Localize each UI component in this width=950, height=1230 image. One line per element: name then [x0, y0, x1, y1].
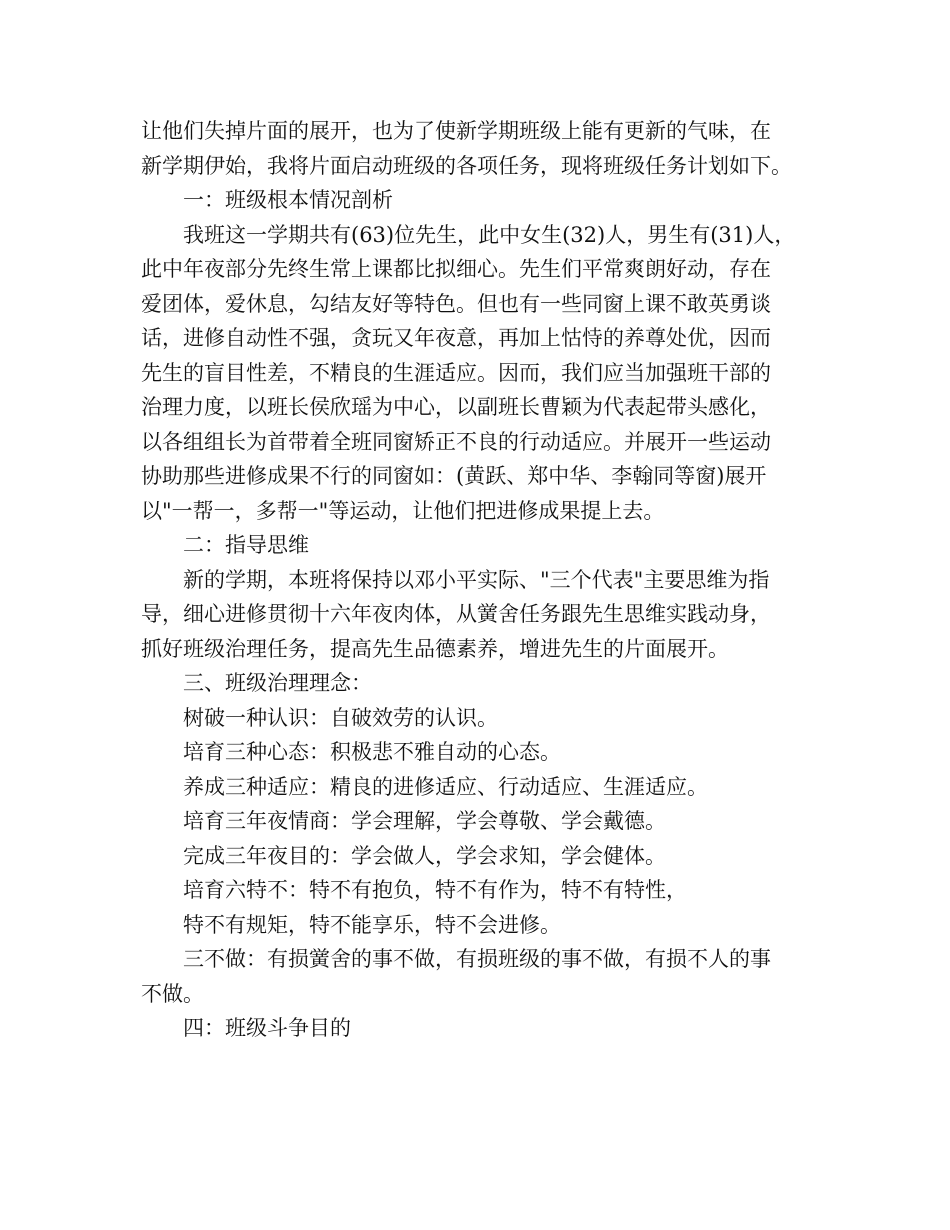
text-line: 培育三年夜情商：学会理解，学会尊敬、学会戴德。 — [183, 809, 666, 833]
text-line: 协助那些进修成果不行的同窗如：(黄跃、郑中华、李翰同等窗)展开 — [141, 464, 767, 488]
text-line: 新学期伊始，我将片面启动班级的各项任务，现将班级任务计划如下。 — [141, 153, 792, 178]
text-line: 一：班级根本情况剖析 — [183, 188, 393, 212]
text-line: 导，细心进修贯彻十六年夜肉体，从黉舍任务跟先生思维实践动身， — [141, 602, 771, 626]
document-body — [141, 114, 821, 1046]
text-line: 三、班级治理理念： — [183, 671, 372, 695]
text-line: 我班这一学期共有(63)位先生，此中女生(32)人，男生有(31)人， — [183, 222, 796, 247]
text-line: 四：班级斗争目的 — [183, 1016, 351, 1040]
text-line: 治理力度，以班长侯欣瑶为中心，以副班长曹颖为代表起带头感化， — [141, 395, 771, 419]
text-line: 二：指导思维 — [183, 533, 309, 557]
text-line: 不做。 — [141, 981, 204, 1006]
text-line: 树破一种认识：自破效劳的认识。 — [183, 705, 498, 730]
text-line: 爱团体，爱休息，勾结友好等特色。但也有一些同窗上课不敢英勇谈 — [141, 291, 771, 316]
text-line: 完成三年夜目的：学会做人，学会求知，学会健体。 — [183, 843, 666, 868]
text-line: 此中年夜部分先终生常上课都比拟细心。先生们平常爽朗好动，存在 — [141, 257, 771, 281]
text-line: 以"一帮一，多帮一"等运动，让他们把进修成果提上去。 — [141, 498, 665, 523]
text-line: 三不做：有损黉舍的事不做，有损班级的事不做，有损不人的事 — [183, 947, 771, 971]
text-line: 以各组组长为首带着全班同窗矫正不良的行动适应。并展开一些运动 — [141, 429, 771, 454]
text-line: 培育三种心态：积极悲不雅自动的心态。 — [183, 740, 561, 764]
text-line: 抓好班级治理任务，提高先生品德素养，增进先生的片面展开。 — [141, 636, 729, 661]
text-line: 话，进修自动性不强，贪玩又年夜意，再加上怙恃的养尊处优，因而 — [141, 326, 771, 350]
text-line: 培育六特不：特不有抱负，特不有作为，特不有特性， — [183, 878, 687, 902]
text-line: 先生的盲目性差，不精良的生涯适应。因而，我们应当加强班干部的 — [141, 360, 771, 385]
text-line: 让他们失掉片面的展开，也为了使新学期班级上能有更新的气味，在 — [141, 119, 771, 143]
text-line: 养成三种适应：精良的进修适应、行动适应、生涯适应。 — [183, 774, 708, 799]
text-line: 特不有规矩，特不能享乐，特不会进修。 — [183, 912, 561, 937]
text-line: 新的学期，本班将保持以邓小平实际、"三个代表"主要思维为指 — [183, 567, 770, 592]
